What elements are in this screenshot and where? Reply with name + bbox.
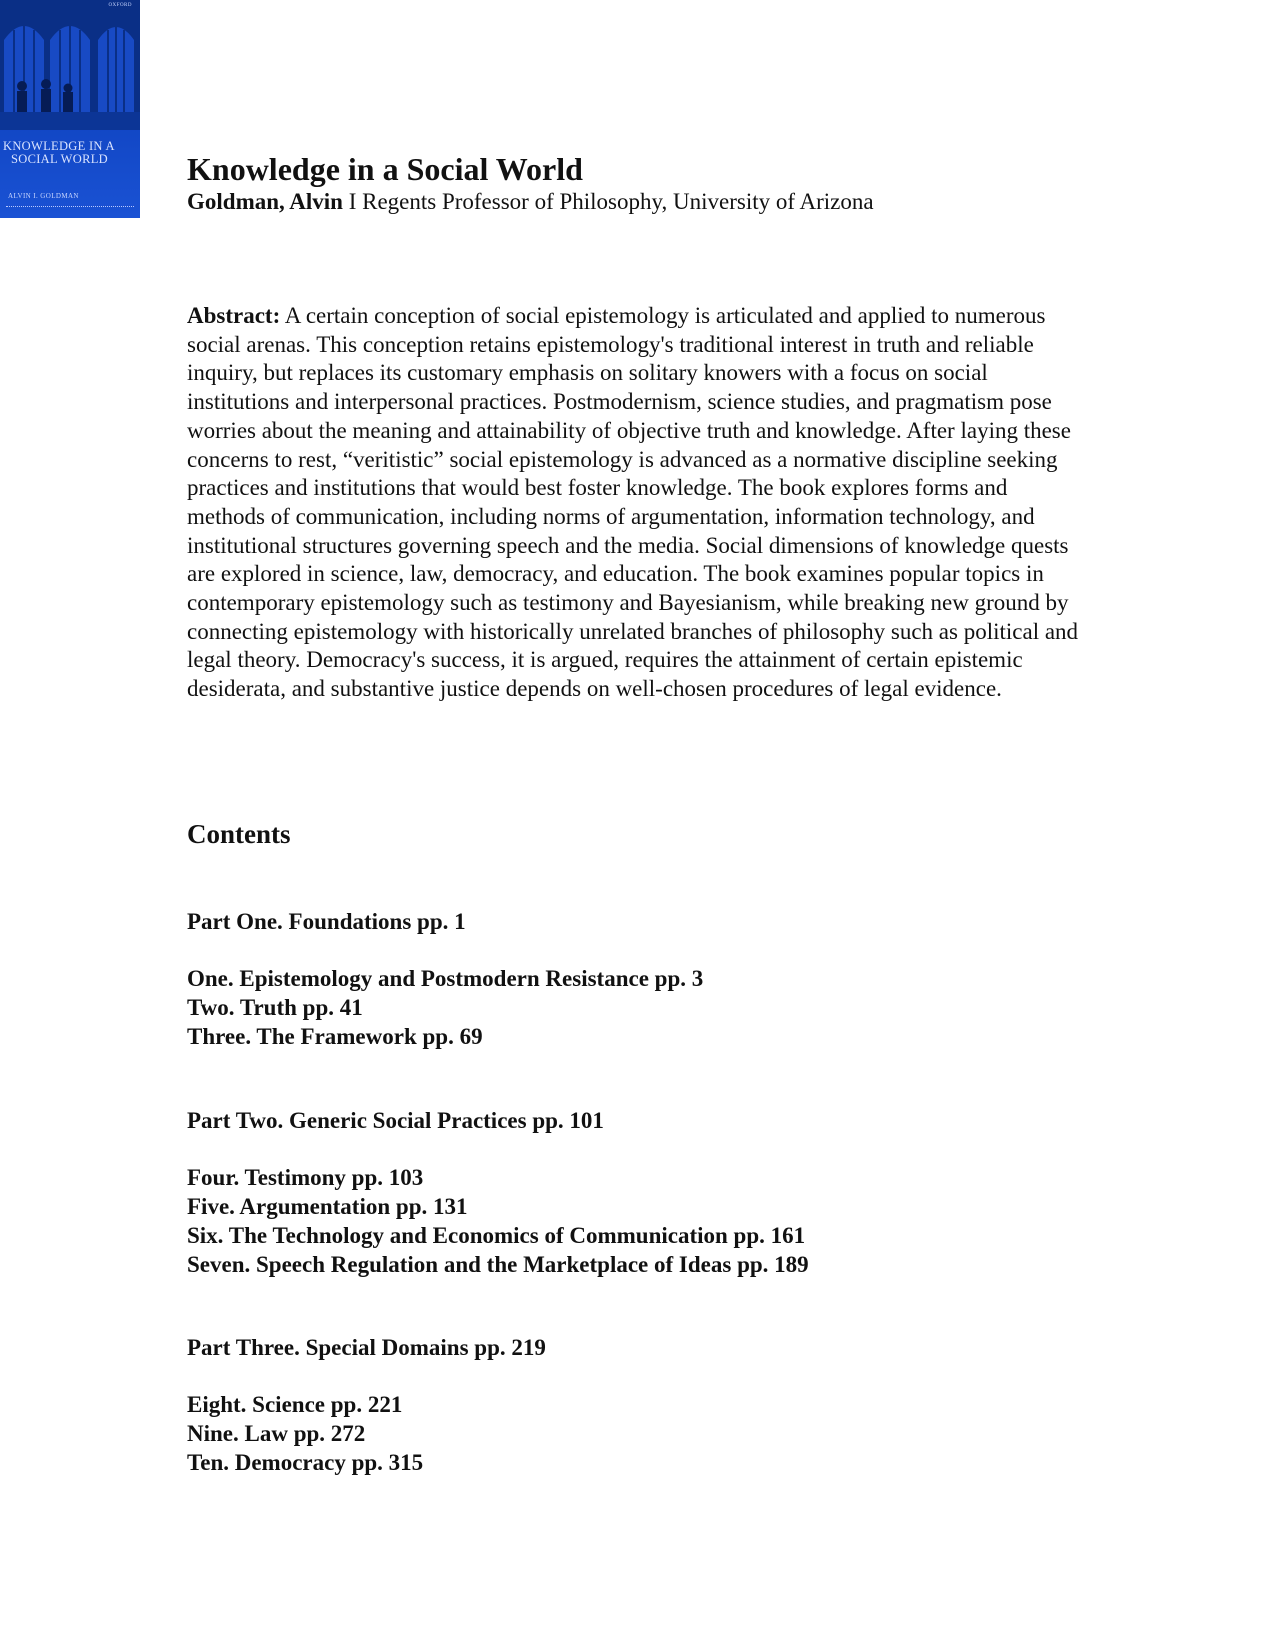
toc-chapter[interactable]: Four. Testimony pp. 103 <box>187 1165 424 1191</box>
cover-title <box>3 140 139 166</box>
toc-chapter[interactable]: Six. The Technology and Economics of Communication pp. 161 <box>187 1222 806 1248</box>
toc-chapter[interactable]: One. Epistemology and Postmodern Resistance pp. 3 <box>187 966 704 992</box>
toc-part-title[interactable]: Part One. Foundations pp. 1 <box>187 909 466 934</box>
abstract-label: Abstract: <box>187 303 281 328</box>
toc-chapter[interactable]: Nine. Law pp. 272 <box>187 1421 366 1447</box>
author-name: Goldman, Alvin <box>187 189 343 214</box>
cover-publisher: OXFORD <box>108 3 132 8</box>
toc-part-three <box>187 1334 1087 1478</box>
toc-chapter[interactable]: Five. Argumentation pp. 131 <box>187 1194 468 1220</box>
cover-quote-line <box>6 206 134 209</box>
author-line <box>187 188 1087 216</box>
toc-part-two <box>187 1107 1087 1279</box>
contents-heading: Contents <box>187 819 291 849</box>
toc-chapter[interactable]: Three. The Framework pp. 69 <box>187 1023 483 1049</box>
abstract <box>187 302 1087 704</box>
page-title: Knowledge in a Social World <box>187 151 583 187</box>
toc-chapter[interactable]: Ten. Democracy pp. 315 <box>187 1449 424 1475</box>
title-block <box>187 150 1087 216</box>
cover-title-line-2: SOCIAL WORLD <box>11 152 109 166</box>
toc-part-one <box>187 908 1087 1052</box>
cover-arches-illustration <box>0 0 140 218</box>
toc-part-title[interactable]: Part Three. Special Domains pp. 219 <box>187 1335 546 1360</box>
abstract-text: A certain conception of social epistemology is articulated and applied to numerous social arenas. This conception retains epistemology's traditional interest in truth and reliable inquiry, but replaces its customary emphasis on solitary knowers with a focus on social institutions and interpersonal practices. Postmodernism, science studies, and pragmatism pose worries about the meaning and attainability of objective truth and knowledge. After laying these concerns to rest, “veritistic” social epistemology is advanced as a normative discipline seeking practices and institutions that would best foster knowledge. The book explores forms and methods of communication, including norms of argumentation, information technology, and institutional structures governing speech and the media. Social dimensions of knowledge quests are explored in science, law, democracy, and education. The book examines popular topics in contemporary epistemology such as testimony and Bayesianism, while breaking new ground by connecting epistemology with historically unrelated branches of philosophy such as political and legal theory. Democracy's success, it is argued, requires the attainment of certain epistemic desiderata, and substantive justice depends on well-chosen procedures of legal evidence. <box>187 303 1079 702</box>
toc-chapter[interactable]: Seven. Speech Regulation and the Marketplace of Ideas pp. 189 <box>187 1251 809 1277</box>
cover-title-line-1: KNOWLEDGE IN A <box>3 139 115 153</box>
book-cover-image <box>0 0 140 218</box>
toc-part-title[interactable]: Part Two. Generic Social Practices pp. 101 <box>187 1108 604 1133</box>
toc-chapter[interactable]: Eight. Science pp. 221 <box>187 1392 403 1418</box>
cover-author: ALVIN I. GOLDMAN <box>8 192 79 200</box>
toc-chapter[interactable]: Two. Truth pp. 41 <box>187 995 363 1021</box>
author-affiliation: I Regents Professor of Philosophy, University of Arizona <box>342 189 874 214</box>
